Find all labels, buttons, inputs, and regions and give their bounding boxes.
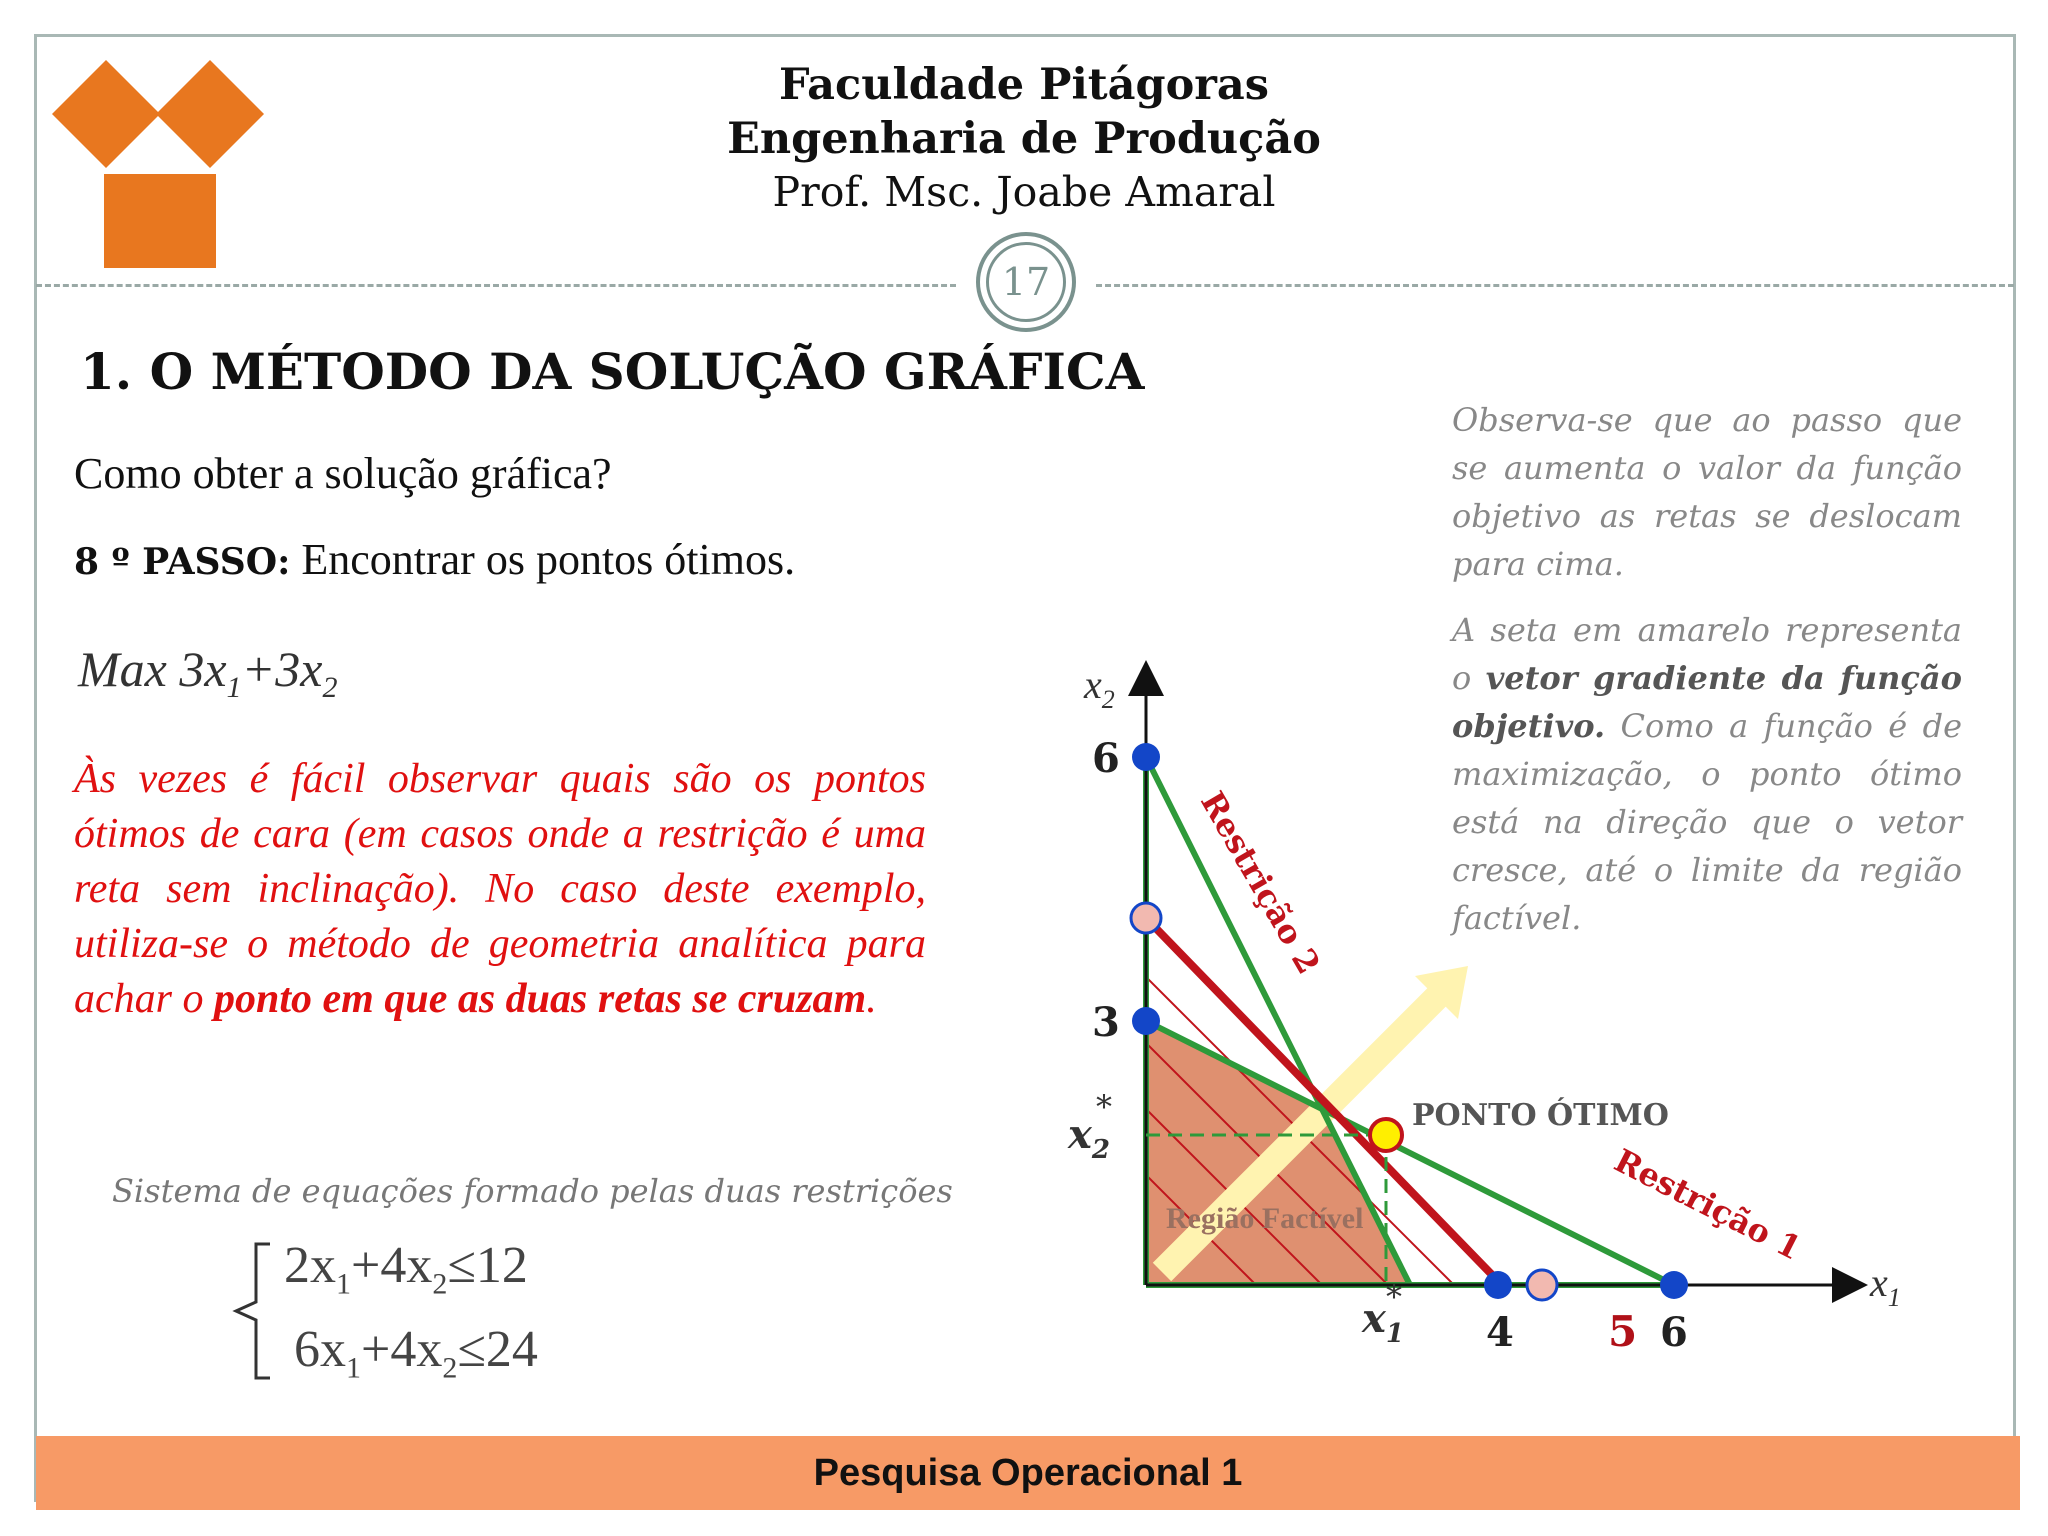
eq1-rhs: ≤12 bbox=[447, 1237, 528, 1294]
restricao-1-label: Restrição 1 bbox=[1608, 1141, 1808, 1268]
logo-right-diamond bbox=[156, 60, 264, 168]
eq2-b: +4x bbox=[361, 1321, 443, 1378]
footer-bar bbox=[36, 1436, 2020, 1510]
x-tick-5: 5 bbox=[1608, 1307, 1638, 1356]
x-tick-6: 6 bbox=[1660, 1309, 1688, 1356]
objective-intercept-x bbox=[1527, 1270, 1557, 1300]
x2-star-label: $x_2$ bbox=[1068, 1111, 1110, 1165]
side-note-p2-start: A seta em amarelo representa o bbox=[1452, 611, 1962, 697]
header bbox=[640, 58, 1408, 218]
eq2-a: 6x bbox=[294, 1321, 346, 1378]
side-note-p1: Observa-se que ao passo que se aumenta o valor da função objetivo as retas se deslocam para cima. bbox=[1452, 401, 1962, 583]
left-brace-icon bbox=[226, 1236, 276, 1386]
institution-name: Faculdade Pitágoras bbox=[778, 60, 1269, 110]
explanation-normal: Às vezes é fácil observar quais são os pontos ótimos de cara (em casos onde a restrição é uma reta sem inclinação). No caso deste exemplo, utiliza-se o método de geometria analítica para achar o bbox=[74, 756, 926, 1022]
page-number-badge bbox=[976, 232, 1076, 332]
objective-max: Max bbox=[78, 641, 167, 697]
feasible-region-label: Região Factível bbox=[1166, 1202, 1364, 1235]
logo-gap-triangle bbox=[130, 138, 186, 166]
logo-square bbox=[104, 174, 216, 268]
explanation-end: . bbox=[866, 976, 877, 1022]
x2-axis-label: $x_2$ bbox=[1084, 662, 1115, 714]
x2-star-asterisk: * bbox=[1096, 1088, 1112, 1126]
objective-term2: +3x bbox=[241, 641, 323, 697]
y-tick-6: 6 bbox=[1092, 735, 1120, 782]
page-number: 17 bbox=[986, 242, 1066, 322]
vertex-0-6 bbox=[1132, 743, 1160, 771]
step-label: 8 º PASSO: bbox=[74, 541, 291, 583]
question-text: Como obter a solução gráfica? bbox=[74, 449, 612, 498]
step-line bbox=[74, 534, 795, 585]
graphical-solution-diagram bbox=[1050, 660, 1950, 1380]
footer-title: Pesquisa Operacional 1 bbox=[813, 1451, 1243, 1494]
explanation-paragraph bbox=[74, 752, 926, 1027]
objective-sub2: 2 bbox=[322, 671, 338, 704]
x-tick-4: 4 bbox=[1486, 1309, 1514, 1356]
side-note-p2-end: Como a função é de maximização, o ponto ótimo está na direção que o vetor cresce, até o limite da região factível. bbox=[1452, 707, 1962, 937]
optimal-point bbox=[1370, 1119, 1402, 1151]
equation-2 bbox=[294, 1320, 538, 1385]
objective-function bbox=[78, 640, 337, 705]
eq1-a: 2x bbox=[284, 1237, 336, 1294]
section-title: 1. O MÉTODO DA SOLUÇÃO GRÁFICA bbox=[80, 342, 1145, 401]
vertex-6-0 bbox=[1660, 1271, 1688, 1299]
professor-name: Prof. Msc. Joabe Amaral bbox=[772, 168, 1276, 216]
x1-star-label: $x_1$ bbox=[1362, 1295, 1404, 1349]
eq1-b: +4x bbox=[351, 1237, 433, 1294]
vertex-4-0 bbox=[1484, 1271, 1512, 1299]
course-name: Engenharia de Produção bbox=[727, 114, 1321, 164]
equation-1 bbox=[284, 1236, 528, 1301]
eq2-s1: 1 bbox=[346, 1351, 361, 1385]
eq1-s1: 1 bbox=[336, 1267, 351, 1301]
eq2-rhs: ≤24 bbox=[457, 1321, 538, 1378]
optimal-point-label: PONTO ÓTIMO bbox=[1412, 1098, 1669, 1133]
vertex-0-3 bbox=[1132, 1007, 1160, 1035]
explanation-strong: ponto em que as duas retas se cruzam bbox=[214, 976, 867, 1022]
pitagoras-logo bbox=[48, 56, 268, 270]
header-divider-left bbox=[36, 284, 956, 287]
objective-intercept-y bbox=[1131, 903, 1161, 933]
eq2-s2: 2 bbox=[442, 1351, 458, 1385]
x1-star-asterisk: * bbox=[1386, 1278, 1402, 1316]
y-tick-3: 3 bbox=[1092, 999, 1120, 1046]
logo-left-diamond bbox=[52, 60, 160, 168]
side-note-p2-bold: vetor gradiente da função objetivo. bbox=[1452, 659, 1963, 745]
system-caption: Sistema de equações formado pelas duas restrições bbox=[112, 1172, 953, 1210]
eq1-s2: 2 bbox=[432, 1267, 448, 1301]
objective-sub1: 1 bbox=[226, 671, 242, 704]
step-text: Encontrar os pontos ótimos. bbox=[290, 535, 796, 584]
equation-system bbox=[226, 1236, 646, 1386]
header-divider-right bbox=[1096, 284, 2014, 287]
objective-term1: 3x bbox=[179, 641, 227, 697]
restricao-2-label: Restrição 2 bbox=[1193, 785, 1328, 981]
x1-axis-label: $x_1$ bbox=[1870, 1260, 1901, 1312]
